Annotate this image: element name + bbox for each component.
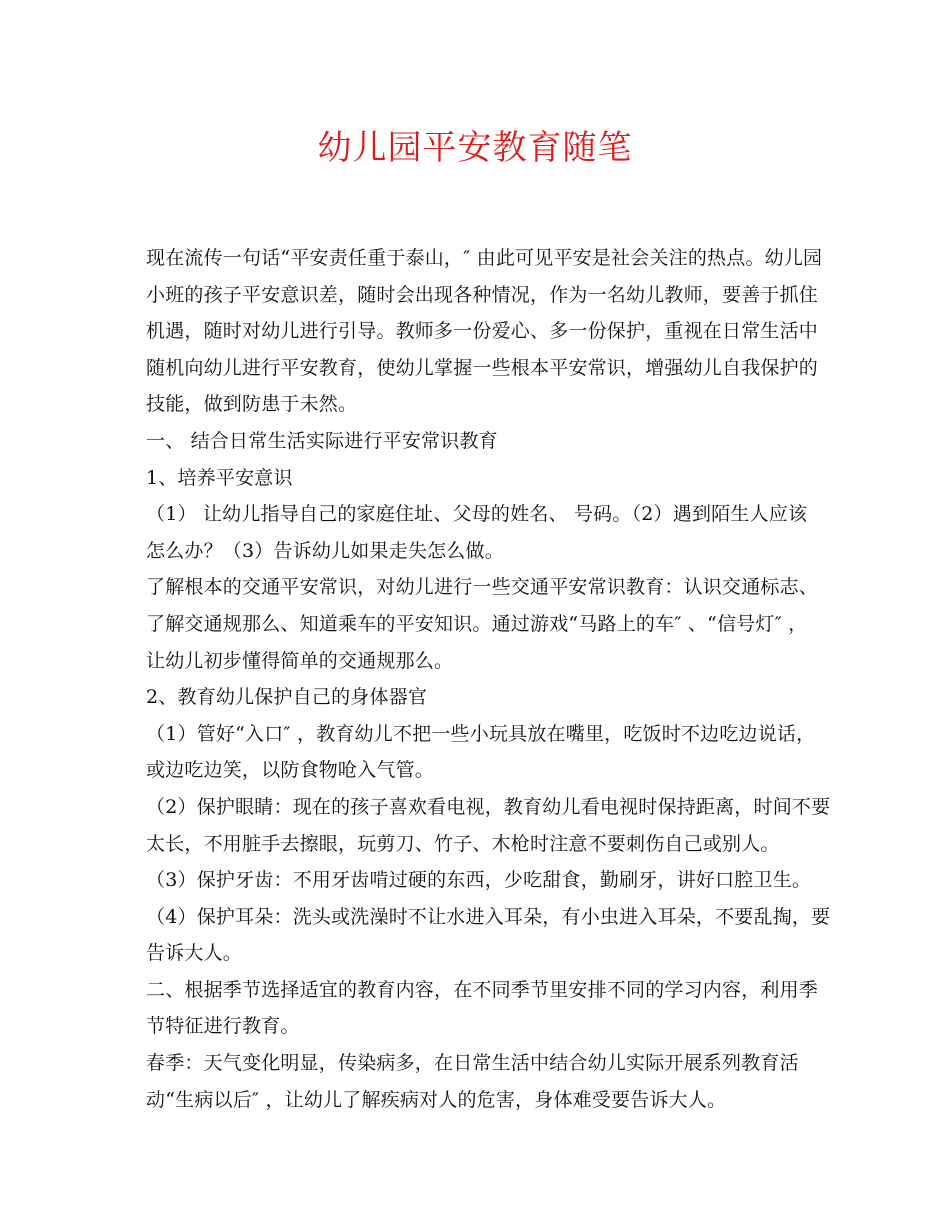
paragraph-line: 或边吃边笑，以防食物呛入气管。 [146, 759, 435, 782]
paragraph-line: 技能，做到防患于未然。 [146, 393, 358, 416]
paragraph-line: 让幼儿初步懂得简单的交通规那么。 [146, 649, 454, 672]
section-heading: 二、根据季节选择适宜的教育内容，在不同季节里安排不同的学习内容，利用季 [146, 978, 819, 1001]
paragraph-line: 太长，不用脏手去擦眼，玩剪刀、竹子、木枪时注意不要刺伤自己或别人。 [146, 832, 780, 855]
section-heading: 一、 结合日常生活实际进行平安常识教育 [146, 429, 498, 452]
paragraph-line: （1） 让幼儿指导自己的家庭住址、父母的姓名、 号码。（2）遇到陌生人应该 [146, 503, 808, 526]
paragraph-line: （1）管好“入口″ ，教育幼儿不把一些小玩具放在嘴里，吃饭时不边吃边说话， [146, 722, 816, 745]
paragraph-line: 春季：天气变化明显，传染病多，在日常生活中结合幼儿实际开展系列教育活 [146, 1052, 799, 1075]
subsection-heading: 1、培养平安意识 [146, 466, 293, 489]
paragraph-line: （2）保护眼睛：现在的孩子喜欢看电视，教育幼儿看电视时保持距离，时间不要 [146, 795, 831, 818]
page-title: 幼儿园平安教育随笔 [317, 128, 633, 168]
paragraph-line: 怎么办？（3）告诉幼儿如果走失怎么做。 [146, 539, 504, 562]
paragraph-line: （4）保护耳朵：洗头或洗澡时不让水进入耳朵，有小虫进入耳朵，不要乱掏，要 [146, 905, 831, 928]
paragraph-line: 小班的孩子平安意识差，随时会出现各种情况，作为一名幼儿教师，要善于抓住 [146, 283, 819, 306]
paragraph-line: 节特征进行教育。 [146, 1015, 300, 1038]
paragraph-line: 了解交通规那么、知道乘车的平安知识。通过游戏“马路上的车″ 、“信号灯″ ， [146, 612, 808, 635]
paragraph-line: 机遇，随时对幼儿进行引导。教师多一份爱心、多一份保护，重视在日常生活中 [146, 320, 819, 343]
paragraph-line: 现在流传一句话“平安责任重于泰山，″ 由此可见平安是社会关注的热点。幼儿园 [146, 247, 823, 269]
paragraph-line: 了解根本的交通平安常识，对幼儿进行一些交通平安常识教育：认识交通标志、 [146, 576, 819, 599]
paragraph-line: 告诉大人。 [146, 942, 243, 965]
paragraph-line: 动“生病以后″ ，让幼儿了解疾病对人的危害，身体难受要告诉大人。 [146, 1088, 727, 1111]
paragraph-line: 随机向幼儿进行平安教育，使幼儿掌握一些根本平安常识，增强幼儿自我保护的 [146, 356, 819, 379]
subsection-heading: 2、教育幼儿保护自己的身体器官 [146, 686, 428, 709]
document-body [146, 240, 831, 1118]
paragraph-line: （3）保护牙齿：不用牙齿啃过硬的东西，少吃甜食，勤刷牙，讲好口腔卫生。 [146, 869, 812, 892]
